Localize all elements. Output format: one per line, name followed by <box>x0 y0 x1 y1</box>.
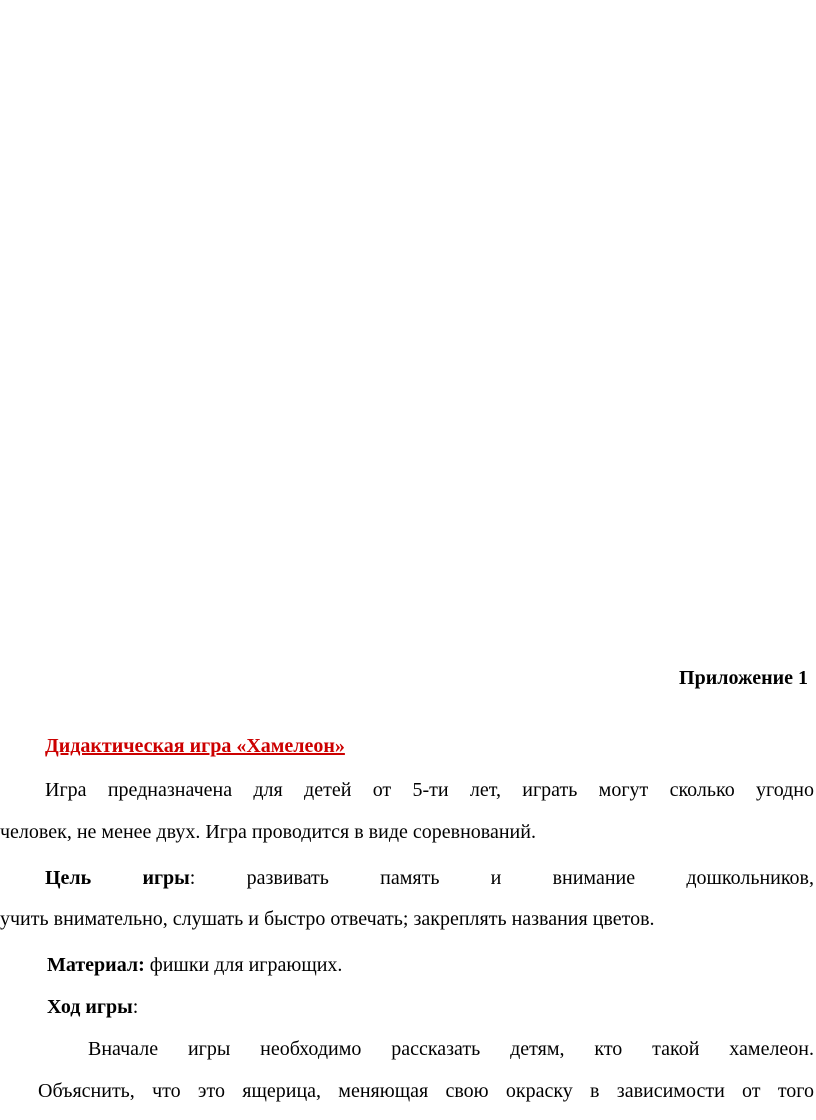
goal-text-1: развивать память и внимание дошкольников, <box>246 867 814 889</box>
procedure-label: Ход игры <box>47 996 133 1018</box>
document-title: Дидактическая игра «Хамелеон» <box>45 735 345 757</box>
goal-colon: : <box>189 867 196 889</box>
goal-label: Цель игры <box>45 867 190 889</box>
intro-line-1: Игра предназначена для детей от 5-ти лет, играть могут сколько угодно <box>45 779 814 801</box>
goal-line-1 <box>45 866 814 890</box>
material-text: фишки для играющих. <box>144 954 343 976</box>
intro-line-2: человек, не менее двух. Игра проводится в виде соревнований. <box>0 821 536 843</box>
procedure-line-1: Вначале игры необходимо рассказать детям, кто такой хамелеон. <box>88 1038 814 1060</box>
goal-line-2: учить внимательно, слушать и быстро отвечать; закреплять названия цветов. <box>0 908 655 930</box>
material-line <box>47 953 342 977</box>
procedure-heading <box>47 995 138 1019</box>
appendix-label: Приложение 1 <box>679 667 808 689</box>
material-label: Материал: <box>47 954 145 976</box>
procedure-line-2: Объяснить, что это ящерица, меняющая свою окраску в зависимости от того <box>38 1080 814 1102</box>
procedure-colon: : <box>132 996 139 1018</box>
